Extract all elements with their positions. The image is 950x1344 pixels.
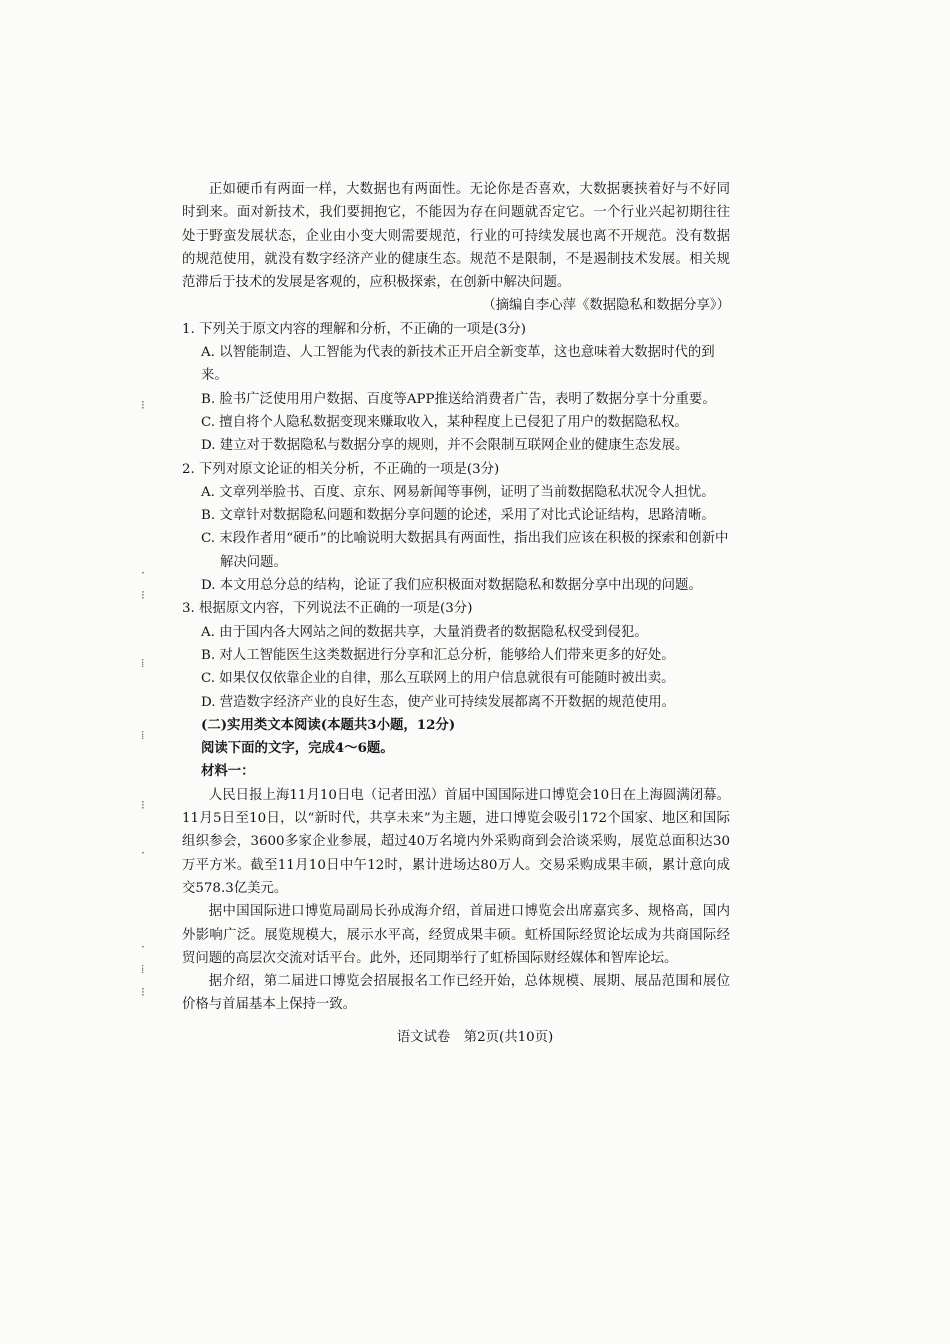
binding-mark: · bbox=[141, 940, 145, 954]
material-label: 材料一： bbox=[201, 763, 255, 780]
binding-mark: ⁝ bbox=[141, 398, 145, 412]
question-2 bbox=[182, 458, 730, 598]
option-a: A. 由于国内各大网站之间的数据共享，大量消费者的数据隐私权受到侵犯。 bbox=[201, 624, 648, 640]
binding-mark: ⁝ bbox=[141, 588, 145, 602]
passage-paragraph: 正如硬币有两面一样，大数据也有两面性。无论你是否喜欢，大数据裹挟着好与不好同时到来。面对新技术，我们要拥抱它，不能因为存在问题就否定它。一个行业兴起初期往往处于野蛮发展状态，企业由小变大则需要规范，行业的可持续发展也离不开规范。没有数据的规范使用，就没有数字经济产业的健康生态。规范不是限制，不是遏制技术发展。相关规范滞后于技术的发展是客观的，应积极探索，在创新中解决问题。 bbox=[182, 182, 730, 291]
binding-mark: ⁞ bbox=[141, 962, 145, 976]
passage-source: （摘编自李心萍《数据隐私和数据分享》） bbox=[482, 298, 730, 314]
option-c: C. 擅自将个人隐私数据变现来赚取收入，某种程度上已侵犯了用户的数据隐私权。 bbox=[201, 414, 688, 430]
binding-mark: · bbox=[141, 846, 145, 860]
binding-mark: ⁝ bbox=[141, 798, 145, 812]
question-stem: 3. 根据原文内容，下列说法不正确的一项是(3分) bbox=[182, 601, 473, 617]
question-stem: 2. 下列对原文论证的相关分析，不正确的一项是(3分) bbox=[182, 461, 500, 477]
section-heading: (二)实用类文本阅读(本题共3小题，12分) bbox=[201, 716, 456, 733]
option-b: B. 对人工智能医生这类数据进行分享和汇总分析，能够给人们带来更多的好处。 bbox=[201, 647, 675, 663]
question-1 bbox=[182, 318, 730, 458]
material-paragraph: 据中国国际进口博览局副局长孙成海介绍，首届进口博览会出席嘉宾多、规格高，国内外影响广泛。展览规模大，展示水平高，经贸成果丰硕。虹桥国际经贸论坛成为共商国际经贸问题的高层次交流对话平台。此外，还同期举行了虹桥国际财经媒体和智库论坛。 bbox=[182, 904, 730, 966]
exam-page bbox=[182, 178, 730, 1017]
option-b: B. 文章针对数据隐私问题和数据分享问题的论述，采用了对比式论证结构，思路清晰。 bbox=[201, 508, 715, 524]
option-b: B. 脸书广泛使用用户数据、百度等APP推送给消费者广告，表明了数据分享十分重要。 bbox=[201, 391, 716, 407]
binding-mark: ⁞ bbox=[141, 728, 145, 742]
binding-mark: · bbox=[141, 566, 145, 580]
option-a: A. 以智能制造、人工智能为代表的新技术正开启全新变革，这也意味着大数据时代的到来。 bbox=[201, 345, 715, 384]
material-paragraph: 据介绍，第二届进口博览会招展报名工作已经开始，总体规模、展期、展品范围和展位价格与首届基本上保持一致。 bbox=[182, 974, 730, 1013]
option-c: C. 末段作者用“硬币”的比喻说明大数据具有两面性，指出我们应该在积极的探索和创新中解决问题。 bbox=[201, 531, 729, 570]
question-3 bbox=[182, 597, 730, 713]
option-d: D. 建立对于数据隐私与数据分享的规则，并不会限制互联网企业的健康生态发展。 bbox=[201, 438, 689, 454]
option-c: C. 如果仅仅依靠企业的自律，那么互联网上的用户信息就很有可能随时被出卖。 bbox=[201, 671, 675, 687]
binding-mark: ⁞ bbox=[141, 656, 145, 670]
material-paragraph: 人民日报上海11月10日电（记者田泓）首届中国国际进口博览会10日在上海圆满闭幕。11月5日至10日，以“新时代，共享未来”为主题，进口博览会吸引172个国家、地区和国际组织参会，3600多家企业参展，超过40万名境内外采购商到会洽谈采购，展览总面积达30万平方米。截至11月10日中午12时，累计进场达80万人。交易采购成果丰硕，累计意向成交578.3亿美元。 bbox=[182, 787, 730, 896]
question-stem: 1. 下列关于原文内容的理解和分析，不正确的一项是(3分) bbox=[182, 321, 526, 337]
option-d: D. 本文用总分总的结构，论证了我们应积极面对数据隐私和数据分享中出现的问题。 bbox=[201, 578, 702, 594]
section-instruction: 阅读下面的文字，完成4～6题。 bbox=[201, 740, 394, 757]
page-footer: 语文试卷 第2页(共10页) bbox=[396, 1030, 554, 1045]
option-d: D. 营造数字经济产业的良好生态，使产业可持续发展都离不开数据的规范使用。 bbox=[201, 694, 676, 710]
binding-mark: ⁝ bbox=[141, 985, 145, 999]
option-a: A. 文章列举脸书、百度、京东、网易新闻等事例，证明了当前数据隐私状况令人担忧。 bbox=[201, 484, 715, 500]
